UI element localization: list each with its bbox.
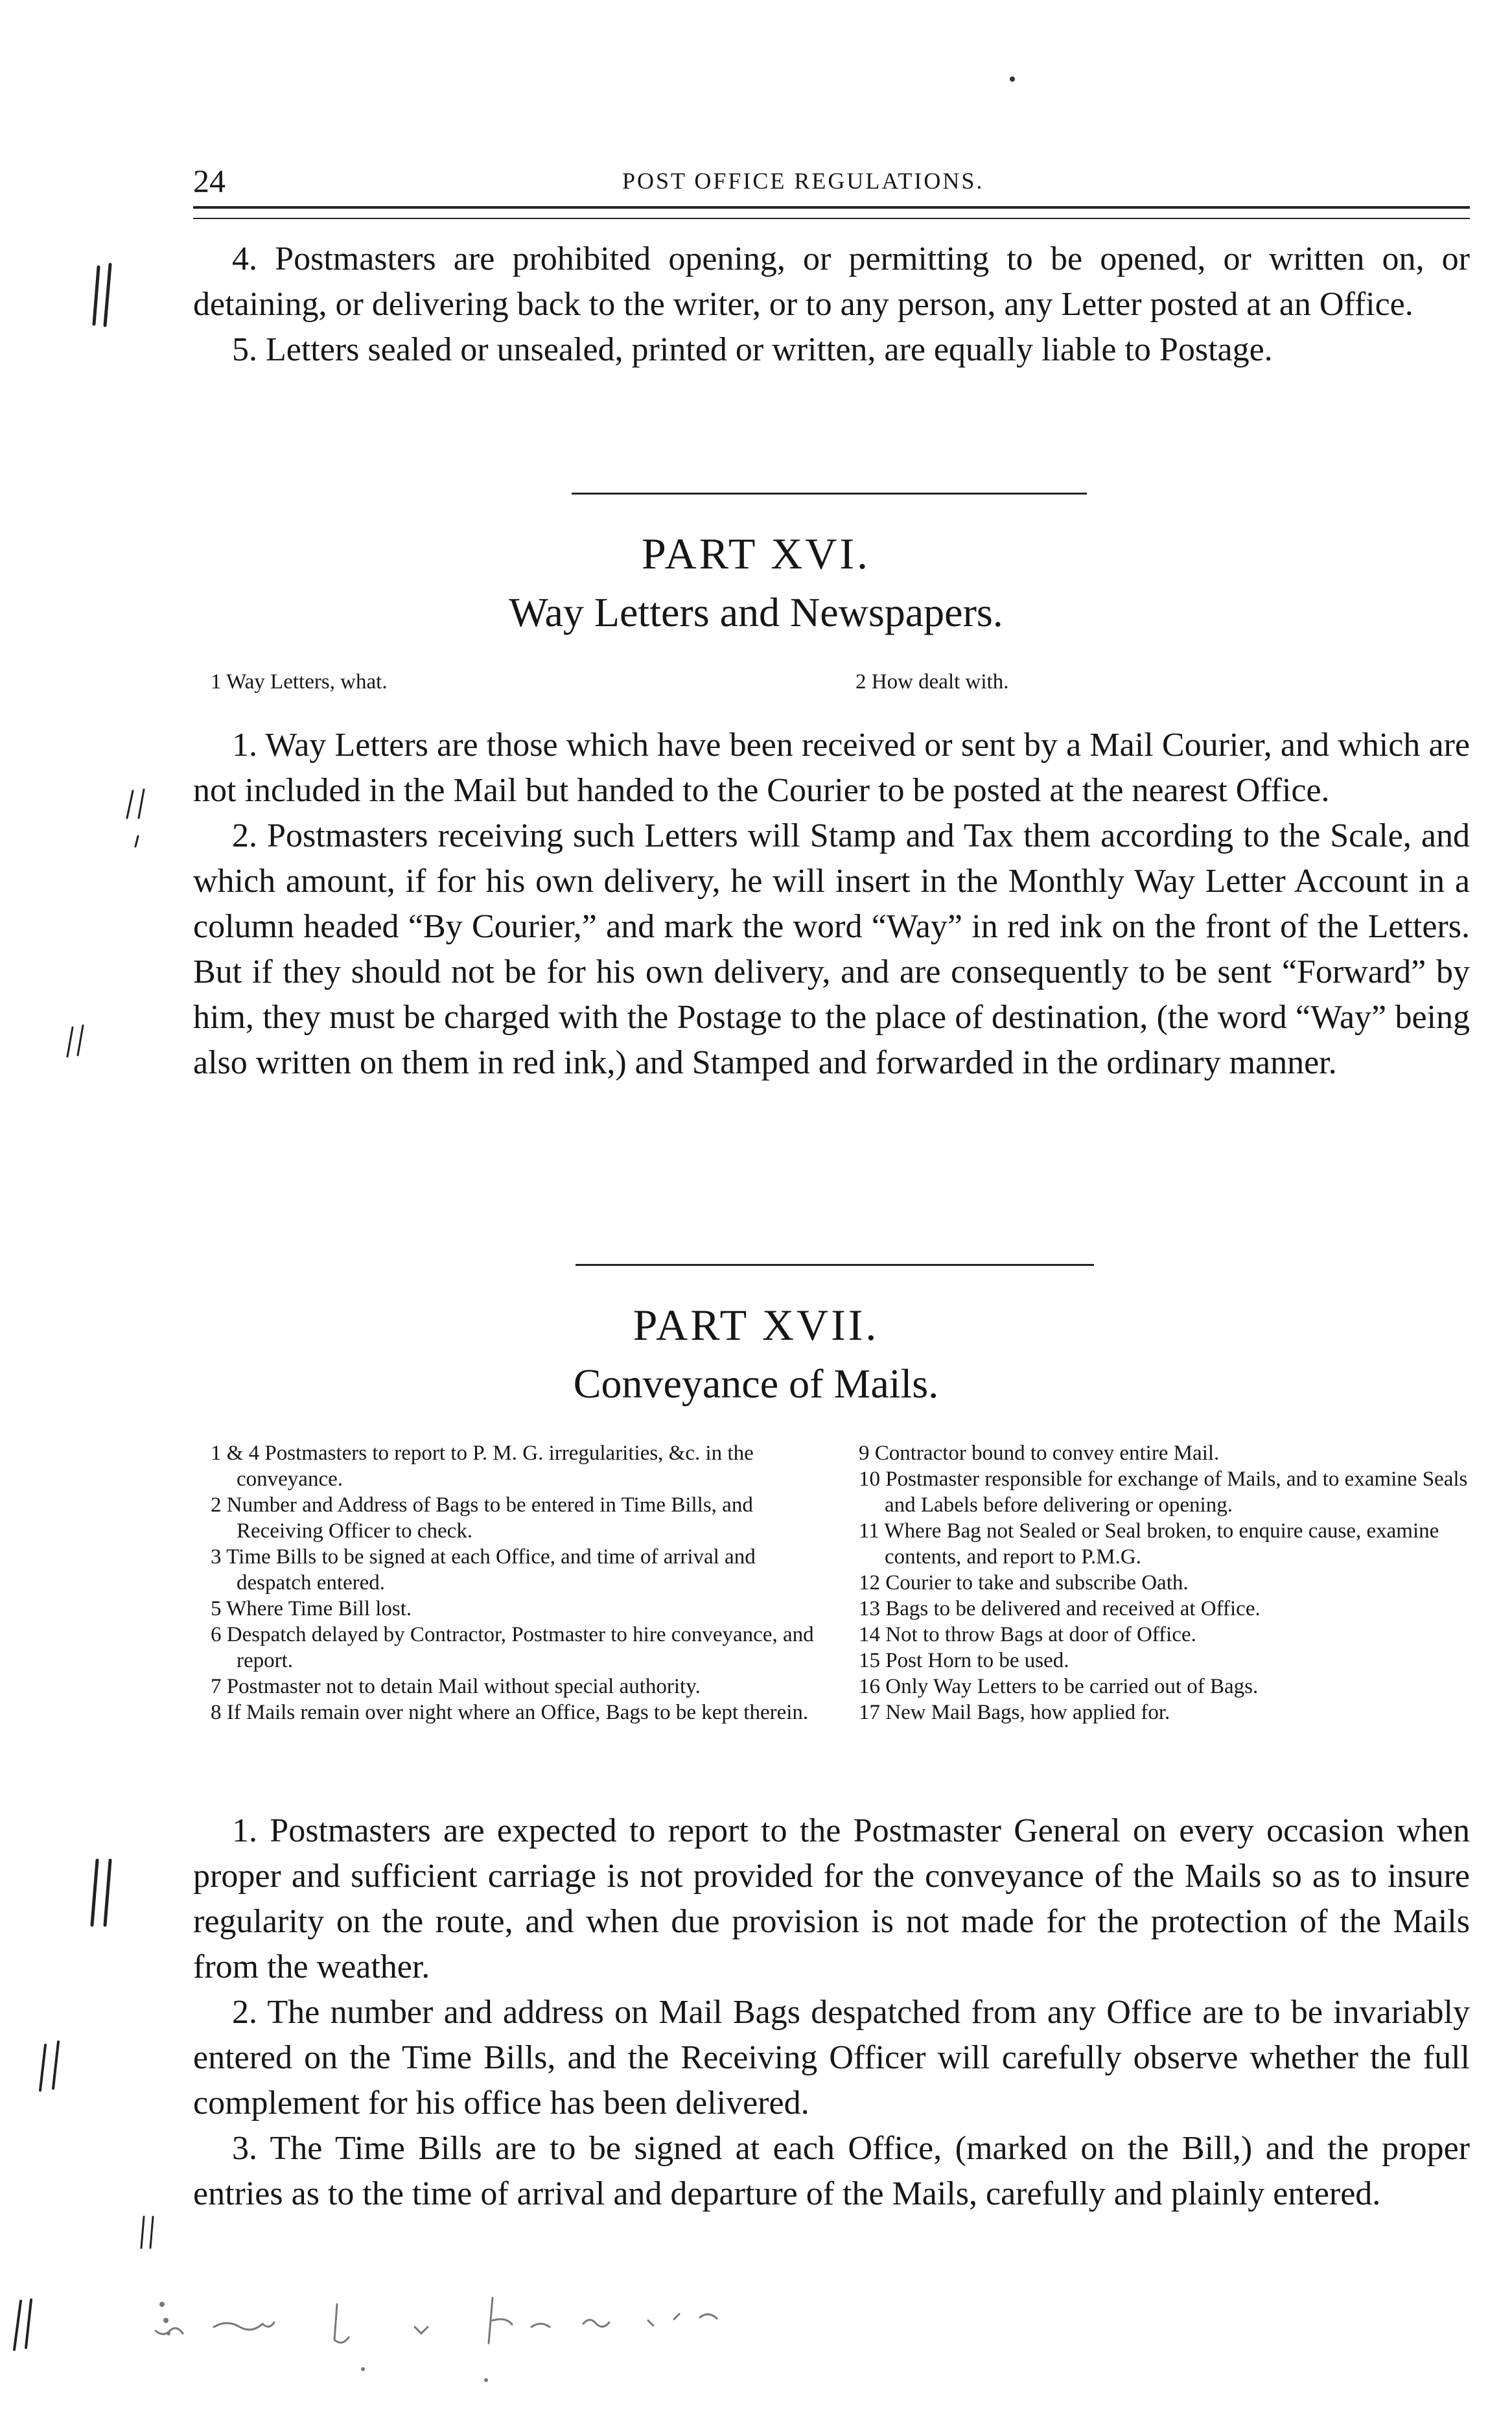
running-title: POST OFFICE REGULATIONS. <box>622 168 984 194</box>
summary-item: 17 New Mail Bags, how applied for. <box>859 1701 1170 1724</box>
summary-item: 5 Where Time Bill lost. <box>211 1597 412 1620</box>
margin-mark <box>127 791 133 818</box>
summary-item: 2 How dealt with. <box>855 670 1009 694</box>
paragraph: 2. Postmasters receiving such Letters will Stamp and Tax them according to the Scale, and which amount, if for his own delivery, he will insert in the Monthly Way Letter Account in a column headed “By Courier,” and mark the word “Way” in red ink on the front of the Letters. But if they should not be for his own delivery, and are consequently to be sent “Forward” by him, they must be charged with the Postage to the place of destination, (the word “Way” being also written on them in red ink,) and Stamped and forwarded in the ordinary manner. <box>193 817 1470 1081</box>
summary-item: 6 Despatch delayed by Contractor, Postmaster to hire conveyance, and report. <box>211 1623 814 1672</box>
summary-item: 15 Post Horn to be used. <box>859 1649 1069 1672</box>
paragraph: 4. Postmasters are prohibited opening, or permitting to be opened, or written on, or detaining, or delivering back to the writer, or to any person, any Letter posted at an Office. <box>193 240 1470 323</box>
paragraph: 1. Way Letters are those which have been received or sent by a Mail Courier, and which are not included in the Mail but handed to the Courier to be posted at the nearest Office. <box>193 727 1470 809</box>
margin-mark <box>26 2300 31 2348</box>
summary-item: 13 Bags to be delivered and received at Office. <box>859 1597 1261 1620</box>
summary-item: 1 Way Letters, what. <box>211 670 388 694</box>
paragraph: 3. The Time Bills are to be signed at each Office, (marked on the Bill,) and the proper entries as to the time of arrival and departure of the Mails, carefully and plainly entered. <box>193 2130 1470 2212</box>
summary-item: 1 & 4 Postmasters to report to P. M. G. irregularities, &c. in the conveyance. <box>211 1442 754 1491</box>
paragraph: 2. The number and address on Mail Bags despatched from any Office are to be invariably entered on the Time Bills, and the Receiving Officer will carefully observe whether the full complement for his office has been delivered. <box>193 1994 1470 2121</box>
paragraph: 1. Postmasters are expected to report to the Postmaster General on every occasion when proper and sufficient carriage is not provided for the conveyance of the Mails so as to insure regularity on the route, and when due provision is not made for the protection of the Mails from the weather. <box>193 1812 1470 1985</box>
part-subheading: Way Letters and Newspapers. <box>509 589 1003 635</box>
summary-item: 2 Number and Address of Bags to be entered in Time Bills, and Receiving Officer to check. <box>211 1493 753 1543</box>
paragraph: 5. Letters sealed or unsealed, printed or written, are equally liable to Postage. <box>232 331 1273 368</box>
margin-mark <box>150 2217 153 2248</box>
summary-item: 16 Only Way Letters to be carried out of Bags. <box>859 1675 1259 1698</box>
summary-item: 12 Courier to take and subscribe Oath. <box>859 1571 1189 1595</box>
margin-mark <box>67 1027 73 1057</box>
summary-item: 8 If Mails remain over night where an Office, Bags to be kept therein. <box>211 1701 809 1724</box>
margin-mark <box>14 2301 21 2350</box>
summary-item: 11 Where Bag not Sealed or Seal broken, to enquire cause, examine contents, and report to P.M.G. <box>859 1519 1439 1569</box>
page-number: 24 <box>193 163 226 199</box>
summary-item: 3 Time Bills to be signed at each Office, and time of arrival and despatch entered. <box>211 1545 756 1595</box>
part-heading: PART XVII. <box>633 1300 879 1350</box>
summary-item: 9 Contractor bound to convey entire Mail. <box>859 1442 1220 1465</box>
summary-item: 10 Postmaster responsible for exchange of Mails, and to examine Seals and Labels before delivering or opening. <box>859 1467 1468 1517</box>
part-heading: PART XVI. <box>641 529 871 578</box>
margin-mark <box>139 789 144 818</box>
margin-mark <box>78 1025 83 1055</box>
margin-mark <box>94 267 99 324</box>
margin-mark <box>40 2045 45 2090</box>
summary-item: 14 Not to throw Bags at door of Office. <box>859 1623 1196 1646</box>
margin-mark <box>53 2042 58 2088</box>
margin-mark <box>105 264 110 325</box>
margin-mark <box>135 836 138 847</box>
margin-mark <box>105 1860 110 1925</box>
margin-mark <box>92 1860 97 1925</box>
summary-item: 7 Postmaster not to detain Mail without special authority. <box>211 1675 701 1698</box>
part-subheading: Conveyance of Mails. <box>573 1361 939 1407</box>
margin-mark <box>141 2217 144 2248</box>
